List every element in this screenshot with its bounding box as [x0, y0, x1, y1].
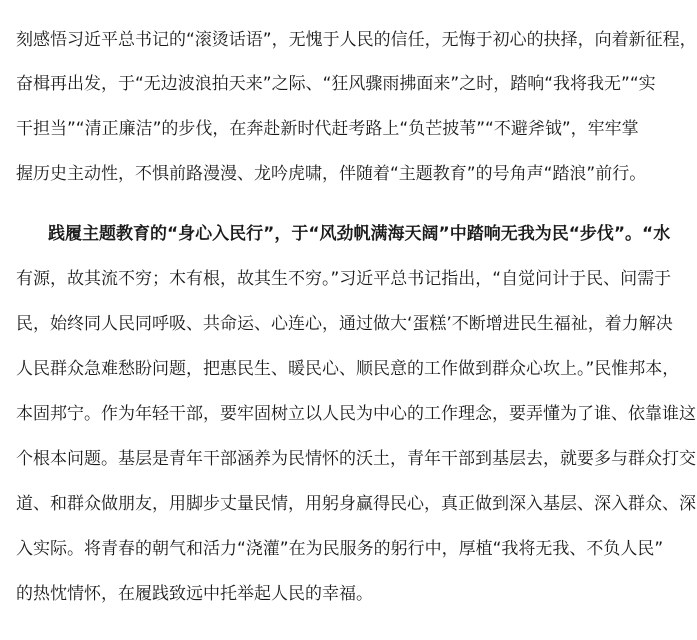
paragraph-1-line-4: 握历史主动性，不惧前路漫漫、龙吟虎啸，伴随着“主题教育”的号角声“踏浪”前行。 [16, 164, 647, 184]
paragraph-2-line-8: 的热忱情怀，在履践致远中托举起人民的幸福。 [16, 584, 373, 604]
paragraph-2-line-4: 本固邦宁。作为年轻干部，要牢固树立以人民为中心的工作理念，要弄懂为了谁、依靠谁这 [16, 404, 696, 424]
paragraph-2-line-1: 有源，故其流不穷；木有根，故其生不穷。”习近平总书记指出，“自觉问计于民、问需于 [16, 269, 672, 289]
paragraph-1-line-1: 刻感悟习近平总书记的“滚烫话语”，无愧于人民的信任，无悔于初心的抉择，向着新征程， [16, 30, 697, 50]
paragraph-2-line-5: 个根本问题。基层是青年干部涵养为民情怀的沃土，青年干部到基层去，就要多与群众打交 [16, 449, 696, 469]
paragraph-2-line-7: 入实际。将青春的朝气和活力“浇灌”在为民服务的躬行中，厚植“我将无我、不负人民” [16, 539, 664, 559]
paragraph-2-line-2: 民，始终同人民同呼吸、共命运、心连心，通过做大‘蛋糕’不断增进民生福祉，着力解决 [16, 314, 673, 334]
paragraph-1-line-2: 奋楫再出发，于“无边波浪拍天来”之际、“狂风骤雨拂面来”之时，踏响“我将我无”“实 [16, 74, 656, 94]
paragraph-2-line-6: 道、和群众做朋友，用脚步丈量民情，用躬身赢得民心，真正做到深入基层、深入群众、深 [16, 494, 696, 514]
paragraph-2-line-3: 人民群众急难愁盼问题，把惠民生、暖民心、顺民意的工作做到群众心坎上。”民惟邦本， [16, 359, 680, 379]
paragraph-1-line-3: 干担当”“清正廉洁”的步伐，在奔赴新时代赶考路上“负芒披苇”“不避斧钺”，牢牢掌 [16, 119, 639, 139]
paragraph-2-heading [48, 224, 671, 244]
paragraph-2-heading-text: 践履主题教育的“身心入民行”，于“风劲帆满海天阔”中踏响无我为民“步伐”。“水 [48, 224, 671, 244]
